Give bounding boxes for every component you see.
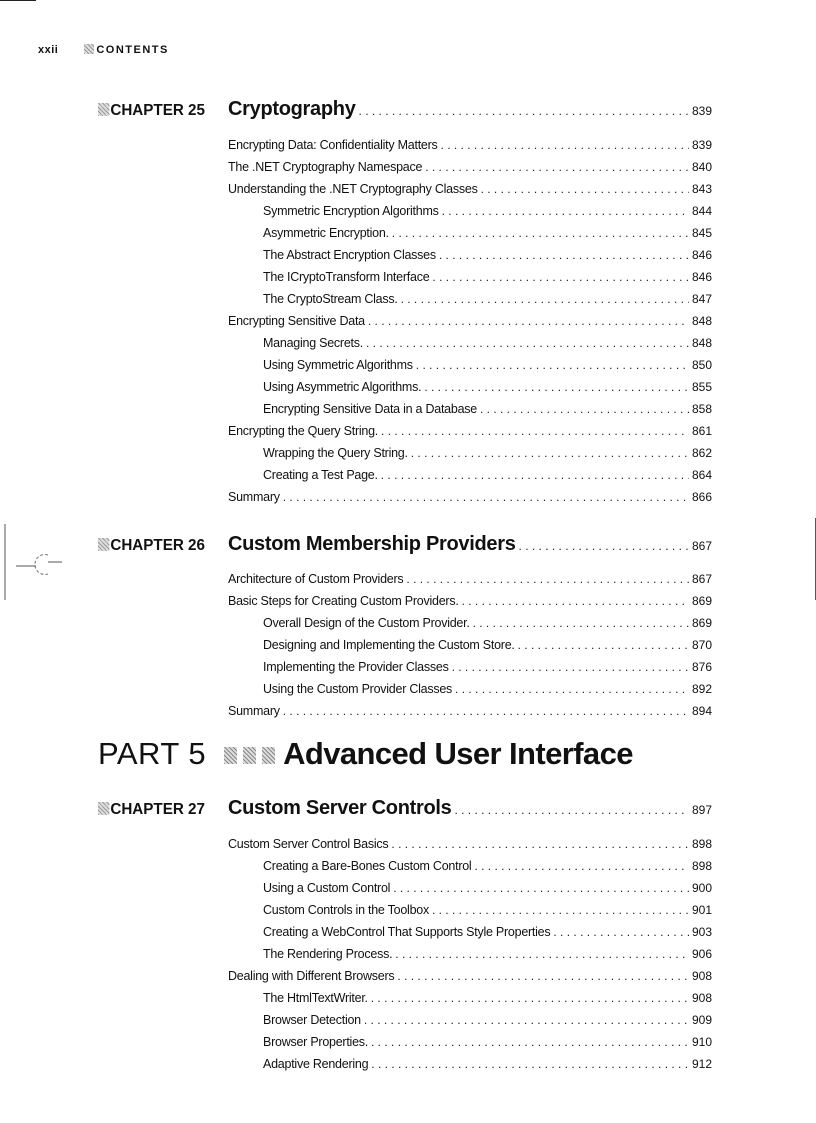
entry-page: 898 bbox=[691, 837, 712, 851]
toc-subentry[interactable] bbox=[263, 247, 712, 263]
leader-dots bbox=[283, 489, 689, 505]
entry-title: Adaptive Rendering bbox=[263, 1056, 369, 1072]
leader-dots bbox=[424, 379, 689, 395]
entry-page: 901 bbox=[691, 903, 712, 917]
toc-subentry[interactable] bbox=[263, 291, 712, 307]
leader-dots bbox=[425, 159, 689, 175]
part-marker-icon bbox=[224, 747, 237, 764]
entry-page: 908 bbox=[691, 969, 712, 983]
entry-page: 910 bbox=[691, 1035, 712, 1049]
entry-title: Understanding the .NET Cryptography Classes bbox=[228, 181, 478, 197]
toc-entry[interactable] bbox=[228, 489, 712, 505]
leader-dots bbox=[393, 880, 689, 896]
entry-title: Architecture of Custom Providers bbox=[228, 571, 404, 587]
leader-dots bbox=[432, 902, 689, 918]
leader-dots bbox=[381, 467, 689, 483]
toc-subentry[interactable] bbox=[263, 357, 712, 373]
leader-dots bbox=[406, 571, 689, 587]
toc-subentry[interactable] bbox=[263, 880, 712, 896]
header-rule bbox=[0, 0, 36, 1]
chapter-heading[interactable] bbox=[98, 533, 712, 556]
entry-title: Encrypting the Query String. bbox=[228, 423, 379, 439]
entry-page: 855 bbox=[691, 380, 712, 394]
toc-subentry[interactable] bbox=[263, 225, 712, 241]
entry-title: Encrypting Data: Confidentiality Matters bbox=[228, 137, 438, 153]
chapter-title: Custom Membership Providers bbox=[228, 533, 516, 555]
entry-title: Designing and Implementing the Custom Store. bbox=[263, 637, 515, 653]
page-folio: xxii bbox=[38, 44, 59, 56]
entry-title: Browser Detection bbox=[263, 1012, 361, 1028]
entry-page: 894 bbox=[691, 704, 712, 718]
leader-dots bbox=[480, 401, 689, 417]
toc-subentry[interactable] bbox=[263, 379, 712, 395]
toc-subentry[interactable] bbox=[263, 615, 712, 631]
toc-subentry[interactable] bbox=[263, 637, 712, 653]
entry-title: Summary bbox=[228, 489, 280, 505]
leader-dots bbox=[452, 659, 689, 675]
chapter-marker-icon bbox=[98, 802, 109, 815]
leader-dots bbox=[371, 1056, 689, 1072]
toc-subentry[interactable] bbox=[263, 946, 712, 962]
entry-title: Encrypting Sensitive Data in a Database bbox=[263, 401, 477, 417]
entry-page: 876 bbox=[691, 660, 712, 674]
leader-dots bbox=[364, 1012, 689, 1028]
toc-entry[interactable] bbox=[228, 313, 712, 329]
entry-title: The Rendering Process. bbox=[263, 946, 393, 962]
leader-dots bbox=[432, 269, 689, 285]
entry-title: Basic Steps for Creating Custom Providers. bbox=[228, 593, 459, 609]
entry-page: 861 bbox=[691, 424, 712, 438]
leader-dots bbox=[283, 703, 689, 719]
section-marker-icon bbox=[84, 44, 94, 54]
toc-subentry[interactable] bbox=[263, 1034, 712, 1050]
entry-title: Using Asymmetric Algorithms. bbox=[263, 379, 422, 395]
entry-title: Managing Secrets. bbox=[263, 335, 363, 351]
toc-subentry[interactable] bbox=[263, 1056, 712, 1072]
entry-page: 870 bbox=[691, 638, 712, 652]
leader-dots bbox=[462, 593, 689, 609]
leader-dots bbox=[441, 137, 689, 153]
chapter-marker-icon bbox=[98, 103, 109, 116]
entry-page: 906 bbox=[691, 947, 712, 961]
entry-title: Symmetric Encryption Algorithms bbox=[263, 203, 439, 219]
chapter-heading[interactable] bbox=[98, 797, 712, 820]
leader-dots bbox=[392, 225, 689, 241]
crop-mark-icon bbox=[0, 522, 70, 602]
part-heading bbox=[98, 736, 633, 772]
leader-dots bbox=[473, 615, 689, 631]
entry-title: Using Symmetric Algorithms bbox=[263, 357, 413, 373]
toc-entry[interactable] bbox=[228, 836, 712, 852]
entry-title: Creating a Test Page. bbox=[263, 467, 378, 483]
toc-subentry[interactable] bbox=[263, 990, 712, 1006]
chapter-title: Custom Server Controls bbox=[228, 797, 452, 819]
toc-entry[interactable] bbox=[228, 159, 712, 175]
leader-dots bbox=[518, 637, 689, 653]
toc-entry[interactable] bbox=[228, 423, 712, 439]
chapter-marker-icon bbox=[98, 538, 109, 551]
leader-dots bbox=[368, 313, 689, 329]
entry-title: Browser Properties. bbox=[263, 1034, 369, 1050]
toc-subentry[interactable] bbox=[263, 1012, 712, 1028]
part-label: PART 5 bbox=[98, 736, 207, 771]
entry-page: 848 bbox=[691, 314, 712, 328]
toc-entry[interactable] bbox=[228, 181, 712, 197]
entry-title: Encrypting Sensitive Data bbox=[228, 313, 365, 329]
leader-dots bbox=[397, 968, 689, 984]
running-head bbox=[38, 44, 169, 56]
entry-title: Custom Controls in the Toolbox bbox=[263, 902, 429, 918]
entry-page: 848 bbox=[691, 336, 712, 350]
entry-page: 900 bbox=[691, 881, 712, 895]
chapter-label: CHAPTER 25 bbox=[98, 102, 222, 120]
leader-dots bbox=[391, 836, 689, 852]
chapter-label: CHAPTER 26 bbox=[98, 537, 222, 555]
leader-dots bbox=[411, 445, 689, 461]
leader-dots bbox=[553, 924, 689, 940]
toc-subentry[interactable] bbox=[263, 681, 712, 697]
entry-title: Implementing the Provider Classes bbox=[263, 659, 449, 675]
entry-title: The HtmlTextWriter. bbox=[263, 990, 368, 1006]
chapter-page: 897 bbox=[691, 803, 712, 817]
leader-dots bbox=[474, 858, 689, 874]
toc-subentry[interactable] bbox=[263, 335, 712, 351]
toc-subentry[interactable] bbox=[263, 203, 712, 219]
chapter-page: 839 bbox=[691, 104, 712, 118]
entry-page: 912 bbox=[691, 1057, 712, 1071]
entry-title: The Abstract Encryption Classes bbox=[263, 247, 436, 263]
entry-title: The ICryptoTransform Interface bbox=[263, 269, 430, 285]
leader-dots bbox=[416, 357, 689, 373]
chapter-heading[interactable] bbox=[98, 98, 712, 121]
toc-entry[interactable] bbox=[228, 968, 712, 984]
leader-dots bbox=[401, 291, 689, 307]
entry-title: Creating a Bare-Bones Custom Control bbox=[263, 858, 472, 874]
entry-title: The .NET Cryptography Namespace bbox=[228, 159, 423, 175]
toc-subentry[interactable] bbox=[263, 924, 712, 940]
toc-entry[interactable] bbox=[228, 137, 712, 153]
leader-dots bbox=[439, 247, 689, 263]
running-head-section: CONTENTS bbox=[96, 44, 169, 56]
entry-title: Creating a WebControl That Supports Style Properties bbox=[263, 924, 551, 940]
toc-entry[interactable] bbox=[228, 593, 712, 609]
entry-title: Summary bbox=[228, 703, 280, 719]
entry-page: 898 bbox=[691, 859, 712, 873]
toc-subentry[interactable] bbox=[263, 401, 712, 417]
chapter-page: 867 bbox=[691, 539, 712, 553]
chapter-title: Cryptography bbox=[228, 98, 356, 120]
entry-page: 843 bbox=[691, 182, 712, 196]
entry-page: 867 bbox=[691, 572, 712, 586]
leader-dots bbox=[454, 803, 689, 817]
entry-page: 847 bbox=[691, 292, 712, 306]
entry-page: 840 bbox=[691, 160, 712, 174]
entry-page: 903 bbox=[691, 925, 712, 939]
part-marker-icon bbox=[262, 747, 275, 764]
toc-subentry[interactable] bbox=[263, 269, 712, 285]
leader-dots bbox=[359, 104, 689, 118]
toc-entry[interactable] bbox=[228, 703, 712, 719]
toc-subentry[interactable] bbox=[263, 659, 712, 675]
leader-dots bbox=[481, 181, 689, 197]
entry-page: 839 bbox=[691, 138, 712, 152]
entry-title: Overall Design of the Custom Provider. bbox=[263, 615, 470, 631]
leader-dots bbox=[395, 946, 689, 962]
entry-title: Asymmetric Encryption. bbox=[263, 225, 389, 241]
entry-page: 858 bbox=[691, 402, 712, 416]
entry-page: 845 bbox=[691, 226, 712, 240]
entry-title: Using the Custom Provider Classes bbox=[263, 681, 453, 697]
entry-page: 869 bbox=[691, 616, 712, 630]
entry-page: 862 bbox=[691, 446, 712, 460]
toc-subentry[interactable] bbox=[263, 858, 712, 874]
entry-title: The CryptoStream Class. bbox=[263, 291, 398, 307]
chapter-label: CHAPTER 27 bbox=[98, 801, 222, 819]
leader-dots bbox=[519, 539, 689, 553]
leader-dots bbox=[371, 1034, 689, 1050]
toc-entry[interactable] bbox=[228, 571, 712, 587]
leader-dots bbox=[442, 203, 689, 219]
entry-title: Dealing with Different Browsers bbox=[228, 968, 395, 984]
entry-page: 864 bbox=[691, 468, 712, 482]
entry-page: 846 bbox=[691, 270, 712, 284]
leader-dots bbox=[366, 335, 689, 351]
entry-page: 846 bbox=[691, 248, 712, 262]
entry-page: 869 bbox=[691, 594, 712, 608]
toc-subentry[interactable] bbox=[263, 467, 712, 483]
entry-page: 909 bbox=[691, 1013, 712, 1027]
entry-title: Wrapping the Query String. bbox=[263, 445, 408, 461]
leader-dots bbox=[381, 423, 689, 439]
entry-page: 850 bbox=[691, 358, 712, 372]
toc-subentry[interactable] bbox=[263, 902, 712, 918]
entry-page: 892 bbox=[691, 682, 712, 696]
part-marker-icon bbox=[243, 747, 256, 764]
toc-subentry[interactable] bbox=[263, 445, 712, 461]
entry-title: Using a Custom Control bbox=[263, 880, 391, 896]
leader-dots bbox=[455, 681, 689, 697]
leader-dots bbox=[371, 990, 689, 1006]
part-title: Advanced User Interface bbox=[283, 736, 633, 771]
entry-page: 844 bbox=[691, 204, 712, 218]
entry-page: 866 bbox=[691, 490, 712, 504]
entry-page: 908 bbox=[691, 991, 712, 1005]
entry-title: Custom Server Control Basics bbox=[228, 836, 389, 852]
